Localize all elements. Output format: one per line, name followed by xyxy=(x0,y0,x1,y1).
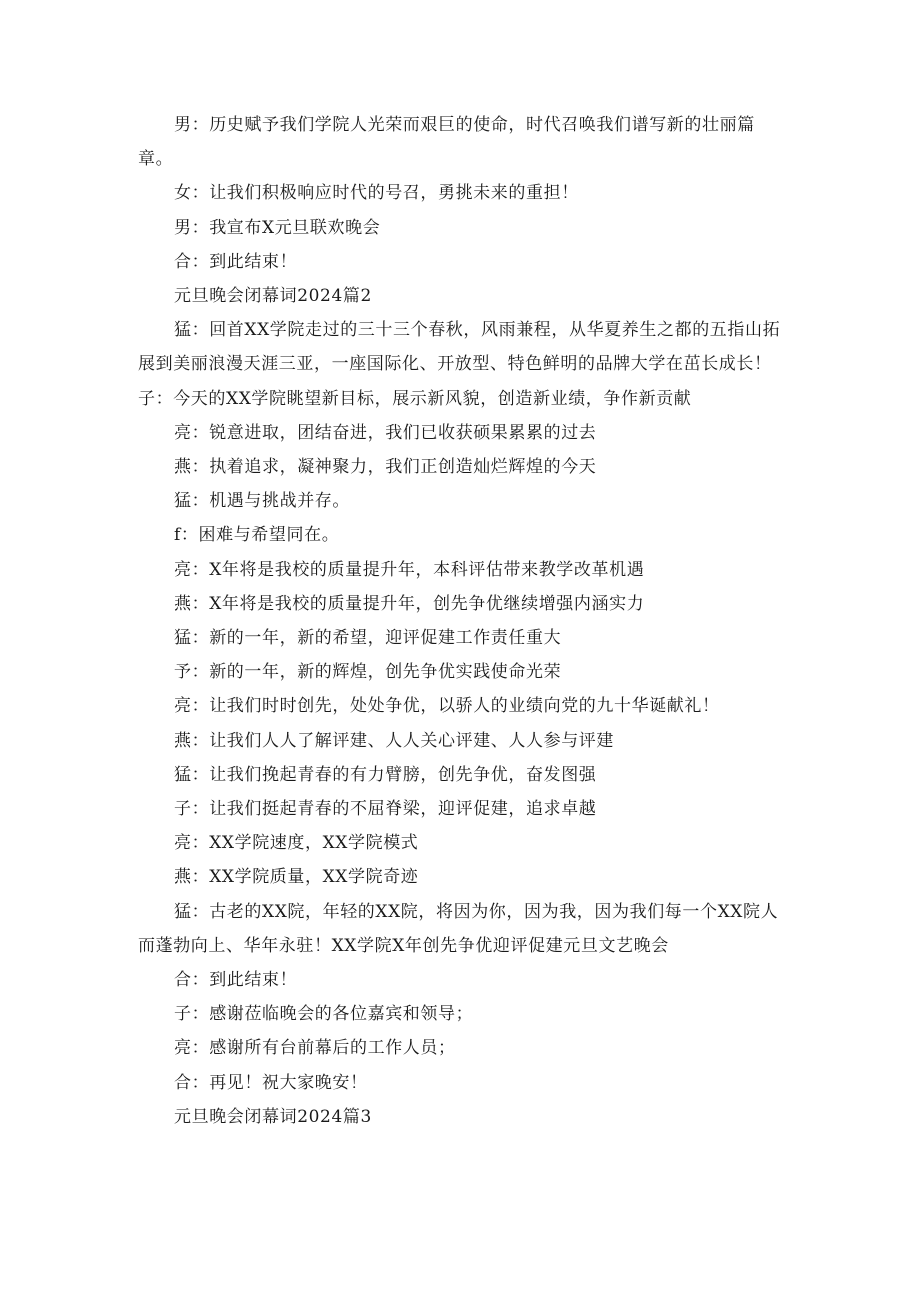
paragraph: 合：再见！祝大家晚安！ xyxy=(174,1072,368,1093)
paragraph: 猛：机遇与挑战并存。 xyxy=(174,491,350,512)
paragraph: 亮：感谢所有台前幕后的工作人员； xyxy=(174,1038,456,1059)
paragraph: 男：我宣布X元旦联欢晚会 xyxy=(174,217,381,238)
paragraph: 燕：X年将是我校的质量提升年，创先争优继续增强内涵实力 xyxy=(174,593,645,614)
paragraph: 亮：让我们时时创先，处处争优，以骄人的业绩向党的九十华诞献礼！ xyxy=(174,696,720,717)
paragraph: 亮：锐意进取，团结奋进，我们已收获硕果累累的过去 xyxy=(174,422,597,443)
paragraph: 猛：古老的XX院，年轻的XX院，将因为你，因为我，因为我们每一个XX院人而蓬勃向上、华年永驻！XX学院X年创先争优迎评促建元旦文艺晚会 xyxy=(138,901,779,956)
paragraph: 子：让我们挺起青春的不屈脊梁，迎评促建，追求卓越 xyxy=(174,799,597,820)
document-body xyxy=(138,108,788,1134)
paragraph: 猛：回首XX学院走过的三十三个春秋，风雨兼程，从华夏养生之都的五指山拓展到美丽浪漫天涯三亚，一座国际化、开放型、特色鲜明的品牌大学在茁长成长！子：今天的XX学院眺望新目标，展示新风貌，创造新业绩，争作新贡献 xyxy=(138,320,781,409)
paragraph: 女：让我们积极响应时代的号召，勇挑未来的重担！ xyxy=(174,183,579,204)
paragraph: 猛：让我们挽起青春的有力臂膀，创先争优，奋发图强 xyxy=(174,764,597,785)
section-heading: 元旦晚会闭幕词2024篇2 xyxy=(174,286,372,307)
paragraph: 男：历史赋予我们学院人光荣而艰巨的使命，时代召唤我们谱写新的壮丽篇章。 xyxy=(138,115,755,170)
paragraph: f：困难与希望同在。 xyxy=(174,525,340,546)
paragraph: 子：感谢莅临晚会的各位嘉宾和领导； xyxy=(174,1004,474,1025)
paragraph: 合：到此结束！ xyxy=(174,251,298,272)
paragraph: 猛：新的一年，新的希望，迎评促建工作责任重大 xyxy=(174,628,562,649)
paragraph: 燕：让我们人人了解评建、人人关心评建、人人参与评建 xyxy=(174,730,614,751)
paragraph: 予：新的一年，新的辉煌，创先争优实践使命光荣 xyxy=(174,662,562,683)
paragraph: 亮：XX学院速度，XX学院模式 xyxy=(174,833,419,854)
section-heading: 元旦晚会闭幕词2024篇3 xyxy=(174,1106,372,1127)
paragraph: 燕：执着追求，凝神聚力，我们正创造灿烂辉煌的今天 xyxy=(174,457,597,478)
paragraph: 燕：XX学院质量，XX学院奇迹 xyxy=(174,867,419,888)
paragraph: 亮：X年将是我校的质量提升年，本科评估带来教学改革机遇 xyxy=(174,559,645,580)
paragraph: 合：到此结束！ xyxy=(174,970,298,991)
